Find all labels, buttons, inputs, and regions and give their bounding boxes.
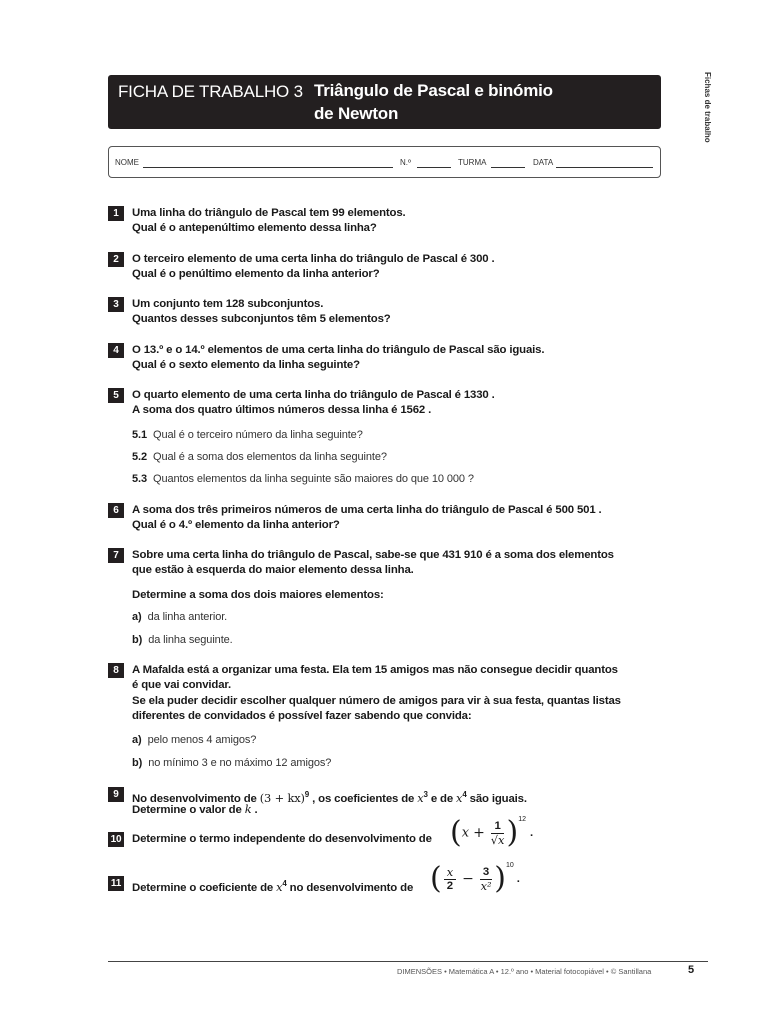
text-fragment: Determine o coeficiente de (132, 881, 277, 894)
text-fragment: . (251, 804, 258, 816)
text-fragment: no desenvolvimento de (286, 881, 414, 894)
numerator: x (444, 866, 456, 880)
text-fragment: , os coeficientes de (309, 792, 418, 805)
question-text: Se ela puder decidir escolher qualquer número de amigos para vir à sua festa, quantas listas (132, 695, 621, 707)
subquestion-7-a (132, 610, 227, 624)
subquestion-label: b) (132, 634, 143, 646)
question-text: diferentes de convidados é possível fazer sabendo que convida: (132, 710, 472, 722)
question-text: Qual é o sexto elemento da linha seguinte? (132, 359, 360, 371)
question-text (132, 802, 258, 818)
title-bar (108, 75, 661, 129)
question-text: A soma dos quatro últimos números dessa linha é 1562 . (132, 404, 432, 416)
numero-label: N.º (400, 158, 411, 167)
expression-q10 (450, 815, 534, 850)
minus-sign: − (462, 871, 474, 887)
denominator: x² (480, 878, 492, 893)
subquestion-text: da linha anterior. (147, 611, 228, 623)
subquestion-5-3 (132, 472, 474, 486)
text-fragment: Determine o valor de (132, 804, 245, 816)
footer-divider (108, 961, 708, 962)
question-number: 1 (108, 206, 124, 221)
text-fragment: são iguais. (466, 792, 527, 805)
question-number: 3 (108, 297, 124, 312)
subquestion-text: Quantos elementos da linha seguinte são maiores do que 10 000 ? (153, 473, 474, 485)
question-text: O 13.º e o 14.º elementos de uma certa linha do triângulo de Pascal são iguais. (132, 344, 545, 356)
binomial-expression: (3 + kx) (259, 790, 305, 805)
data-label: DATA (533, 158, 554, 167)
exponent: 4 (462, 790, 467, 799)
question-text: Quantos desses subconjuntos têm 5 elementos? (132, 313, 391, 325)
subquestion-7-b (132, 633, 233, 647)
numerator: 3 (480, 866, 492, 880)
footer-text: DIMENSÕES • Matemática A • 12.º ano • Material fotocopiável • © Santillana (397, 967, 652, 976)
variable-x: x (456, 790, 463, 805)
question-text: Determine o termo independente do desenvolvimento de (132, 833, 432, 845)
question-text: O quarto elemento de uma certa linha do triângulo de Pascal é 1330 . (132, 389, 495, 401)
student-info-box (108, 146, 661, 178)
left-paren: ( (430, 861, 442, 896)
expression-q11 (430, 861, 520, 896)
variable-x: x (461, 825, 470, 841)
subquestion-label: a) (132, 611, 142, 623)
subquestion-5-1 (132, 428, 363, 442)
question-instruction: Determine a soma dos dois maiores elementos: (132, 589, 384, 601)
question-text: A soma dos três primeiros números de uma certa linha do triângulo de Pascal é 500 501 . (132, 504, 602, 516)
nome-label: NOME (115, 158, 139, 167)
subquestion-8-b (132, 756, 331, 770)
plus-sign: + (473, 825, 485, 841)
subquestion-label: 5.2 (132, 451, 147, 463)
variable-k: k (244, 802, 252, 816)
side-tab-label: Fichas de trabalho (703, 72, 712, 143)
question-text: A Mafalda está a organizar uma festa. Ela tem 15 amigos mas não consegue decidir quantos (132, 664, 618, 676)
page-number: 5 (688, 964, 695, 976)
exponent: 12 (518, 816, 526, 824)
worksheet-title-line-2: de Newton (314, 104, 399, 123)
subquestion-text: da linha seguinte. (148, 634, 233, 646)
question-number: 10 (108, 832, 124, 847)
question-text: Uma linha do triângulo de Pascal tem 99 elementos. (132, 207, 406, 219)
right-paren: ) (494, 861, 506, 896)
data-field[interactable] (556, 167, 653, 168)
nome-field[interactable] (143, 167, 393, 168)
question-text: Qual é o 4.º elemento da linha anterior? (132, 519, 340, 531)
subquestion-text: pelo menos 4 amigos? (147, 734, 257, 746)
question-number: 4 (108, 343, 124, 358)
turma-label: TURMA (458, 158, 487, 167)
subquestion-text: no mínimo 3 e no máximo 12 amigos? (148, 757, 332, 769)
question-text (132, 876, 413, 896)
exponent: 3 (423, 790, 428, 799)
fraction (491, 820, 505, 847)
left-paren: ( (450, 815, 462, 850)
subquestion-text: Qual é o terceiro número da linha seguinte? (153, 429, 363, 441)
subquestion-5-2 (132, 450, 387, 464)
denominator: √x (490, 832, 505, 847)
period: . (530, 827, 534, 839)
worksheet-number: FICHA DE TRABALHO 3 (118, 82, 303, 101)
question-text: Qual é o penúltimo elemento da linha anterior? (132, 268, 380, 280)
denominator: 2 (446, 879, 454, 892)
question-number: 6 (108, 503, 124, 518)
question-number: 11 (108, 876, 124, 891)
question-number: 5 (108, 388, 124, 403)
exponent: 10 (505, 862, 514, 870)
question-text: Qual é o antepenúltimo elemento dessa linha? (132, 222, 377, 234)
question-number: 9 (108, 787, 124, 802)
worksheet-title-line-1: Triângulo de Pascal e binómio (314, 81, 553, 100)
subquestion-label: b) (132, 757, 143, 769)
subquestion-label: 5.1 (132, 429, 147, 441)
question-number: 8 (108, 663, 124, 678)
variable-x: x (276, 879, 283, 894)
question-text: que estão à esquerda do maior elemento dessa linha. (132, 564, 414, 576)
side-tab (696, 72, 716, 162)
question-text: é que vai convidar. (132, 679, 232, 691)
variable-x: x (417, 790, 424, 805)
numero-field[interactable] (417, 167, 451, 168)
numerator: 1 (491, 820, 505, 834)
exponent: 9 (304, 790, 310, 799)
right-paren: ) (506, 815, 519, 850)
exponent: 4 (282, 879, 287, 888)
subquestion-label: a) (132, 734, 142, 746)
question-number: 7 (108, 548, 124, 563)
subquestion-8-a (132, 733, 256, 747)
period: . (516, 873, 520, 885)
subquestion-label: 5.3 (132, 473, 147, 485)
question-text: Um conjunto tem 128 subconjuntos. (132, 298, 324, 310)
text-fragment: No desenvolvimento de (132, 792, 260, 805)
turma-field[interactable] (491, 167, 525, 168)
question-number: 2 (108, 252, 124, 267)
question-text: O terceiro elemento de uma certa linha do triângulo de Pascal é 300 . (132, 253, 495, 265)
text-fragment: e de (427, 792, 457, 805)
question-text: Sobre uma certa linha do triângulo de Pascal, sabe-se que 431 910 é a soma dos elementos (132, 549, 614, 561)
fraction (444, 866, 456, 893)
subquestion-text: Qual é a soma dos elementos da linha seguinte? (153, 451, 387, 463)
fraction (480, 866, 492, 893)
